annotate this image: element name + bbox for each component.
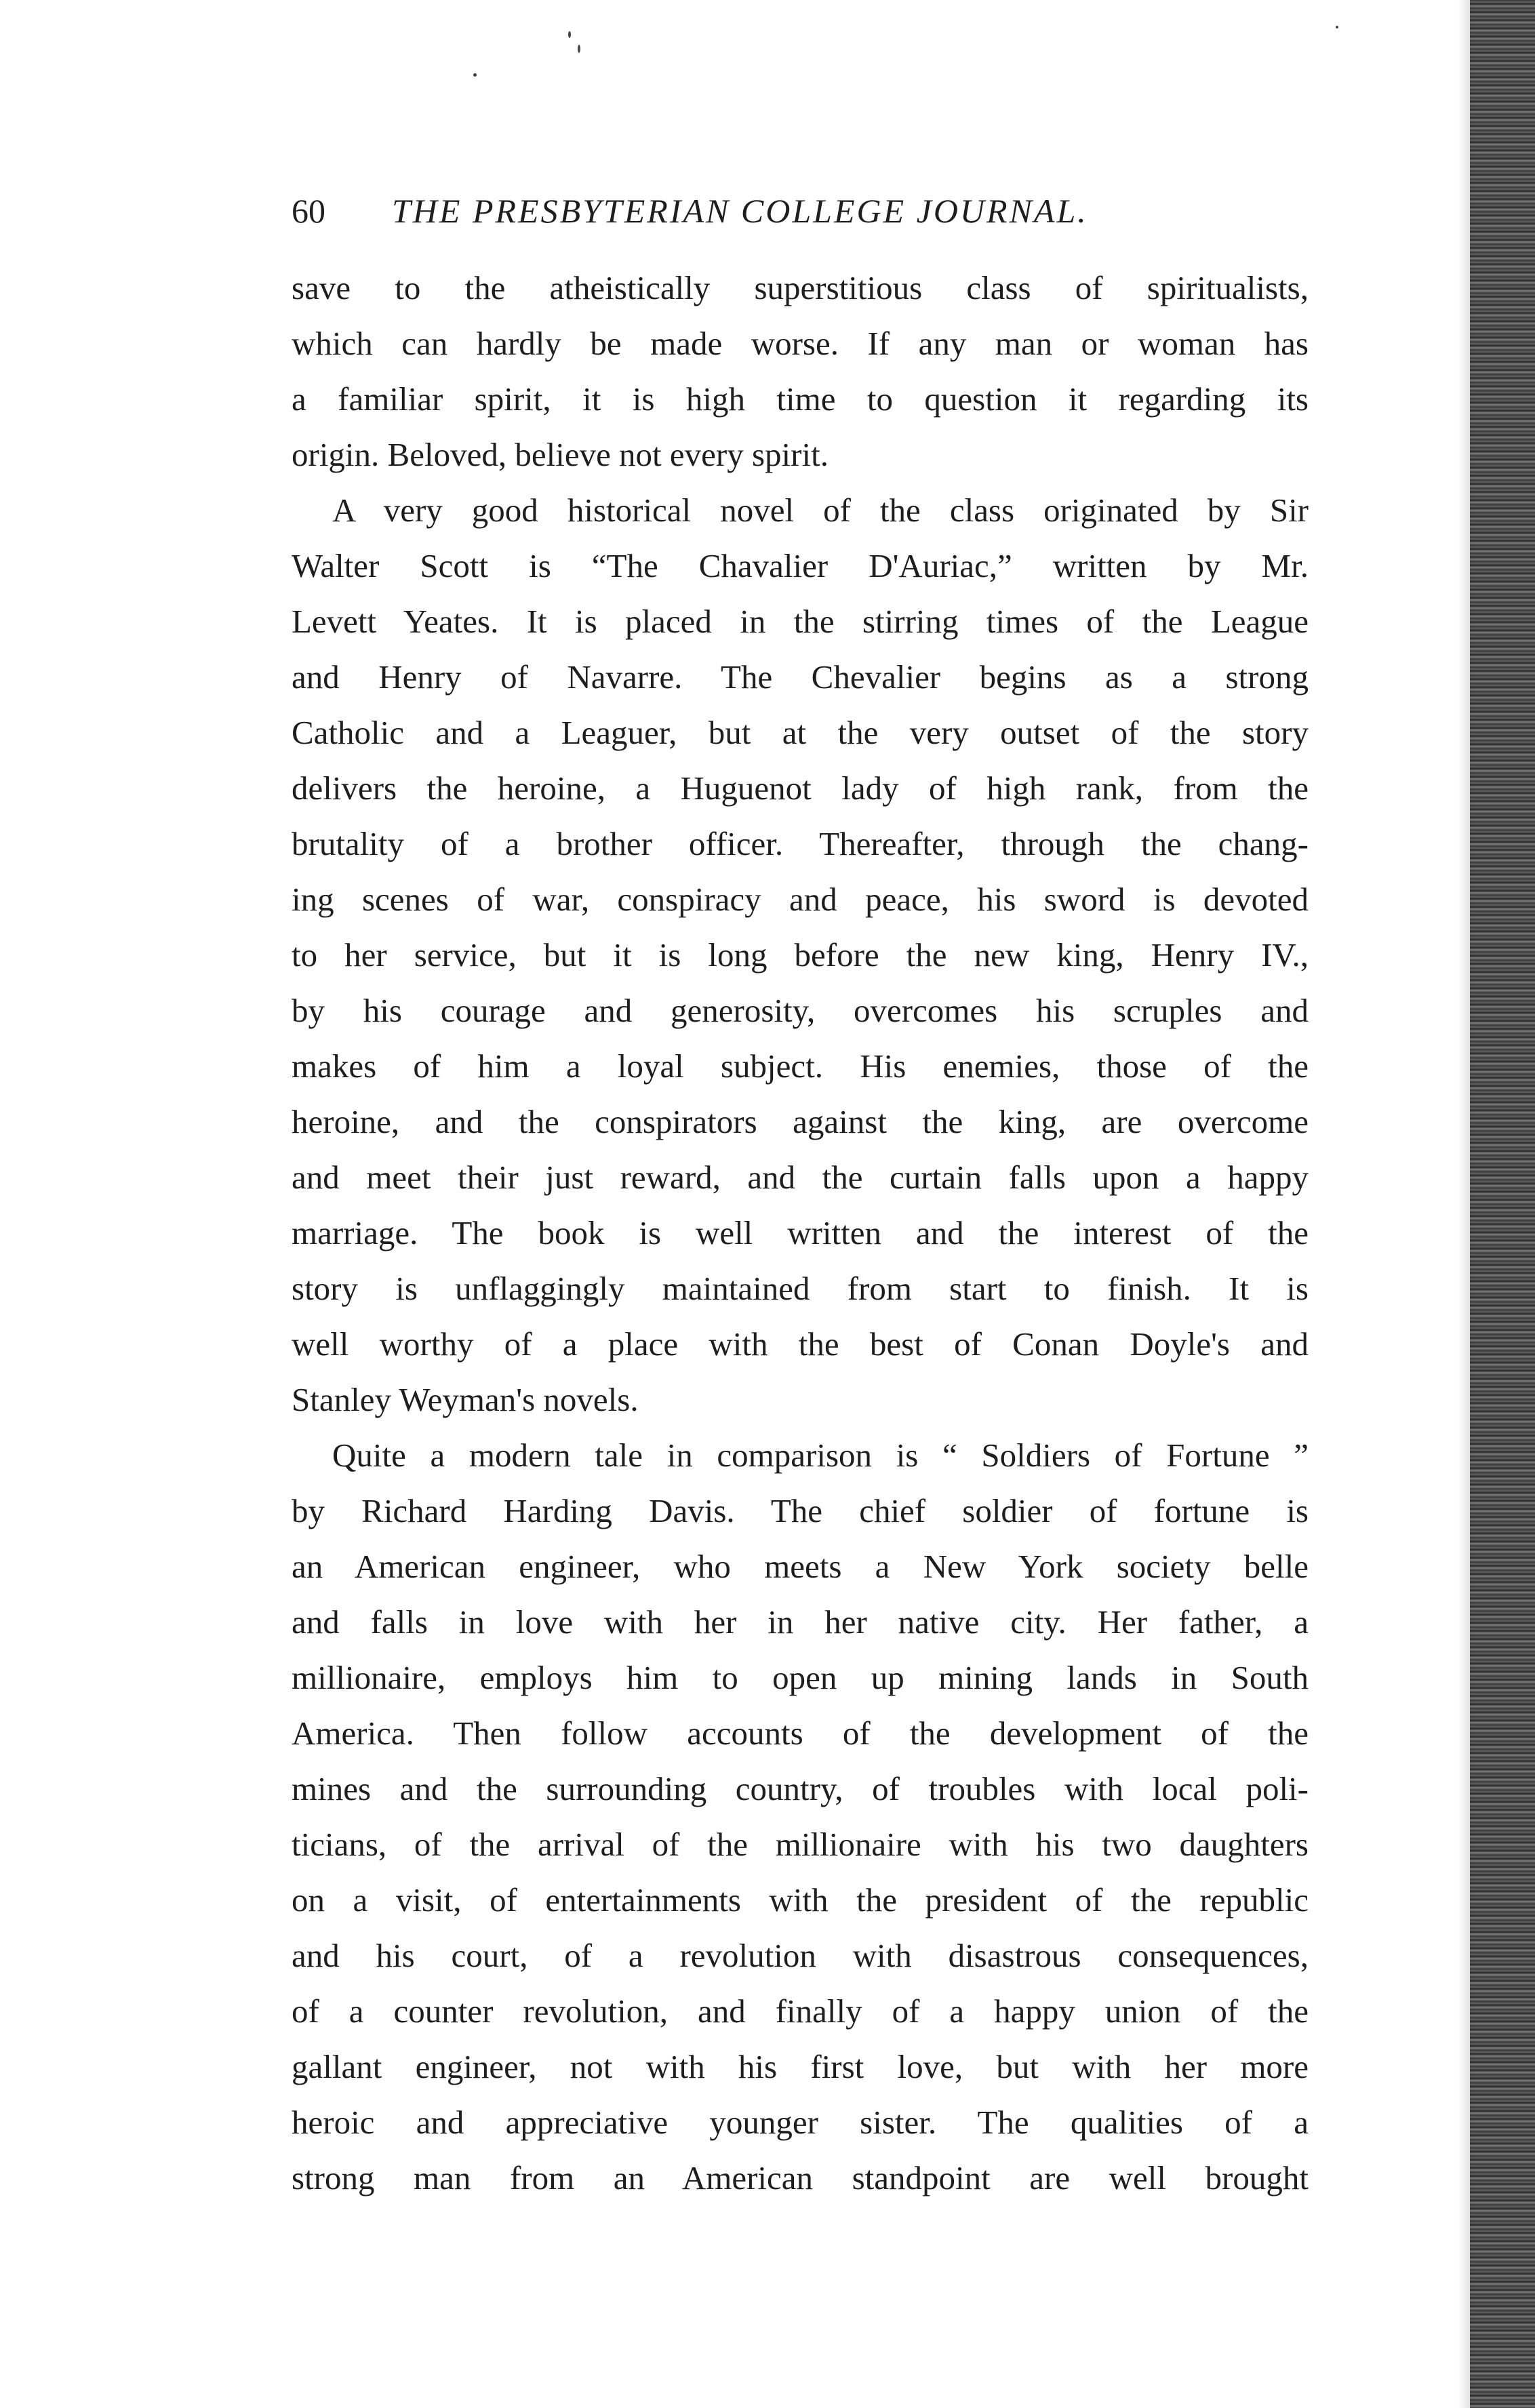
text-line: A very good historical novel of the class originated by Sir	[332, 491, 1309, 529]
text-line: well worthy of a place with the best of Conan Doyle's and	[292, 1325, 1309, 1363]
text-line: makes of him a loyal subject. His enemies, those of the	[292, 1047, 1309, 1085]
text-line: which can hardly be made worse. If any man or woman has	[292, 325, 1309, 362]
text-line: heroine, and the conspirators against the king, are overcome	[292, 1103, 1309, 1140]
scan-speck	[568, 31, 571, 38]
text-line: ing scenes of war, conspiracy and peace, his sword is devoted	[292, 881, 1309, 918]
text-line: save to the atheistically superstitious class of spiritualists,	[292, 269, 1309, 306]
text-line: strong man from an American standpoint are well brought	[292, 2159, 1309, 2196]
scan-speck	[1336, 26, 1338, 28]
article-body	[292, 260, 1309, 2206]
text-line: Levett Yeates. It is placed in the stirring times of the League	[292, 603, 1309, 640]
text-line: and meet their just reward, and the curtain falls upon a happy	[292, 1159, 1309, 1196]
text-line: Catholic and a Leaguer, but at the very outset of the story	[292, 714, 1309, 751]
paragraph	[292, 260, 1309, 483]
text-line: and falls in love with her in her native city. Her father, a	[292, 1603, 1309, 1641]
binding-edge	[1470, 0, 1535, 2408]
text-line: to her service, but it is long before the new king, Henry IV.,	[292, 936, 1309, 974]
text-line: brutality of a brother officer. Thereafter, through the chang-	[292, 825, 1309, 862]
text-line: Quite a modern tale in comparison is “ Soldiers of Fortune ”	[332, 1437, 1309, 1474]
text-line: ticians, of the arrival of the millionaire with his two daughters	[292, 1826, 1309, 1863]
text-line: an American engineer, who meets a New York society belle	[292, 1548, 1309, 1585]
text-line: America. Then follow accounts of the development of the	[292, 1714, 1309, 1752]
text-line: mines and the surrounding country, of troubles with local poli-	[292, 1770, 1309, 1807]
text-line: delivers the heroine, a Huguenot lady of high rank, from the	[292, 769, 1309, 807]
running-title: THE PRESBYTERIAN COLLEGE JOURNAL.	[392, 192, 1088, 230]
paragraph	[292, 483, 1309, 1428]
running-header	[292, 187, 1322, 235]
text-line: and his court, of a revolution with disastrous consequences,	[292, 1937, 1309, 1974]
text-line: and Henry of Navarre. The Chevalier begins as a strong	[292, 658, 1309, 696]
scan-speck	[473, 73, 477, 77]
text-line: story is unflaggingly maintained from start to finish. It is	[292, 1270, 1309, 1307]
text-line: by his courage and generosity, overcomes his scruples and	[292, 992, 1309, 1029]
page-number: 60	[292, 192, 325, 230]
paragraph	[292, 1428, 1309, 2206]
text-line: on a visit, of entertainments with the president of the republic	[292, 1881, 1309, 1919]
text-line: millionaire, employs him to open up mining lands in South	[292, 1659, 1309, 1696]
text-line: marriage. The book is well written and the interest of the	[292, 1214, 1309, 1251]
text-line: heroic and appreciative younger sister. The qualities of a	[292, 2104, 1309, 2141]
text-line: gallant engineer, not with his first love, but with her more	[292, 2048, 1309, 2085]
text-line: by Richard Harding Davis. The chief soldier of fortune is	[292, 1492, 1309, 1529]
text-line: origin. Beloved, believe not every spirit.	[292, 436, 829, 473]
text-line: a familiar spirit, it is high time to question it regarding its	[292, 380, 1309, 418]
text-line: of a counter revolution, and finally of a happy union of the	[292, 1992, 1309, 2030]
text-line: Stanley Weyman's novels.	[292, 1381, 639, 1418]
text-line: Walter Scott is “The Chavalier D'Auriac,” written by Mr.	[292, 547, 1309, 584]
scan-speck	[578, 45, 580, 53]
